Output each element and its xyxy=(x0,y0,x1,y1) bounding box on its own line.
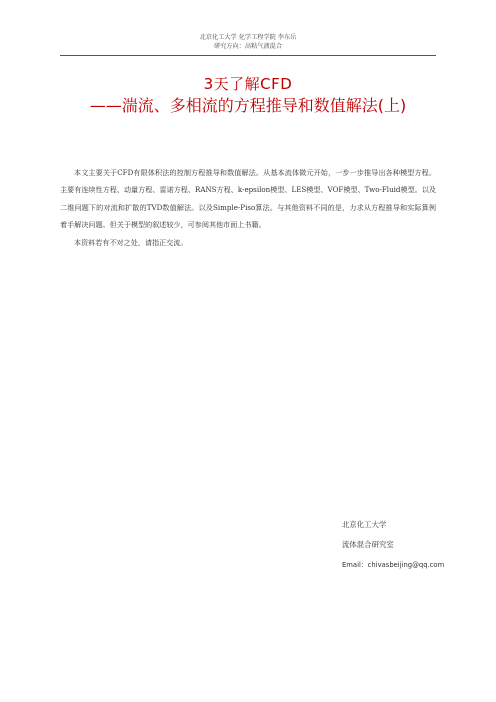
signature-institution: 北京化工大学 xyxy=(342,520,387,529)
signature-email: Email：chivasbeijing@qq.com xyxy=(342,561,445,569)
header-research-line: 研究方向：高粘气液混合 xyxy=(213,43,283,50)
page-header xyxy=(0,33,496,51)
header-divider xyxy=(60,55,436,56)
body-paragraph-note: 本资料若有不对之处，请指正交流。 xyxy=(74,237,188,247)
title-subtitle: ——湍流、多相流的方程推导和数值解法(上) xyxy=(89,96,407,115)
header-author-line: 北京化工大学 化学工程学院 李东岳 xyxy=(199,34,297,41)
document-title xyxy=(0,74,496,117)
document-body xyxy=(60,164,436,251)
body-paragraph-intro: 本文主要关于CFD有限体积法的控制方程推导和数值解法。从基本流体微元开始，一步一步推导出各种模型方程。主要有连续性方程、动量方程、雷诺方程、RANS方程、k-epsilon模型、LES模型、VOF模型、Two-Fluid模型。以及二维问题下的对流和扩散的TVD数值解法。以及Simple-Piso算法。与其他资料不同的是，力求从方程推导和实际算例着手解决问题。但关于模型的叙述较少，可参阅其他市面上书籍。 xyxy=(60,168,436,230)
title-main: 3天了解CFD xyxy=(203,75,293,93)
signature-block xyxy=(342,515,444,575)
signature-lab: 流体混合研究室 xyxy=(342,540,394,549)
